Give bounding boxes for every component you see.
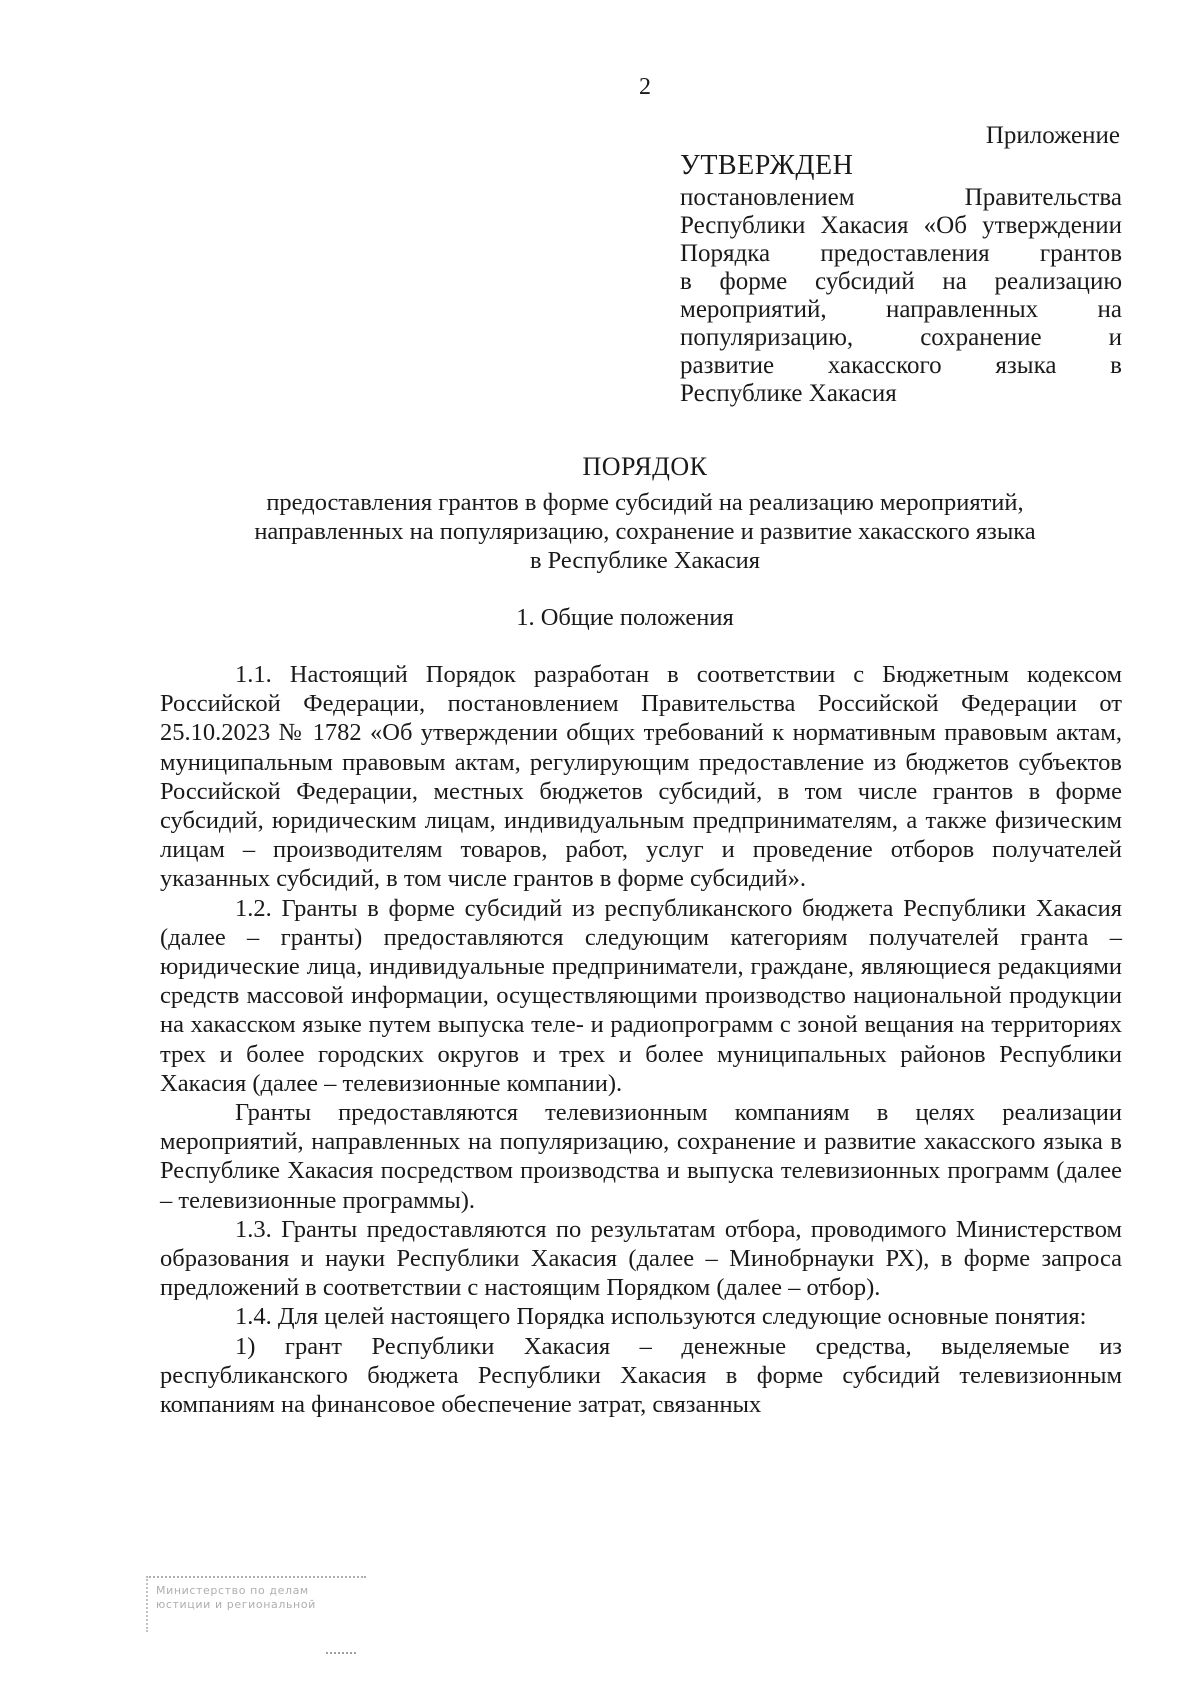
stamp-mark xyxy=(326,1652,356,1656)
approval-heading: УТВЕРЖДЕН xyxy=(680,150,854,181)
appendix-label: Приложение xyxy=(985,122,1120,149)
paragraph-1-1: 1.1. Настоящий Порядок разработан в соответствии с Бюджетным кодексом Российской Федерации, постановлением Правительства Российской Федерации от 25.10.2023 № 1782 «Об утверждении общих требований к нормативным правовым актам, муниципальным правовым актам, регулирующим предоставление из бюджетов субъектов Российской Федерации, местных бюджетов субсидий, в том числе грантов в форме субсидий, юридическим лицам, индивидуальным предпринимателям, а также физическим лицам – производителям товаров, работ, услуг и проведение отборов получателей указанных субсидий, в том числе грантов в форме субсидий». xyxy=(160,661,1122,893)
approval-line: Республики Хакасия «Об утверждении xyxy=(680,212,1122,239)
page-number: 2 xyxy=(639,74,651,100)
approval-line: Порядка предоставления грантов xyxy=(680,240,1122,267)
approval-line: Республике Хакасия xyxy=(680,380,897,407)
registration-stamp xyxy=(146,1576,366,1632)
paragraph-1-4: 1.4. Для целей настоящего Порядка используются следующие основные понятия: xyxy=(235,1303,1087,1331)
paragraph-definition-1: 1) грант Республики Хакасия – денежные средства, выделяемые из республиканского бюджета Республики Хакасия в форме субсидий телевизионным компаниям на финансовое обеспечение затрат, связанных xyxy=(160,1332,1122,1419)
approval-line: мероприятий, направленных на xyxy=(680,296,1122,323)
paragraph-1-3: 1.3. Гранты предоставляются по результатам отбора, проводимого Министерством образования и науки Республики Хакасия (далее – Минобрнауки РХ), в форме запроса предложений в соответствии с настоящим Порядком (далее – отбор). xyxy=(160,1215,1122,1302)
stamp-line: Министерство по делам xyxy=(156,1584,309,1597)
section-heading: 1. Общие положения xyxy=(516,604,734,631)
approval-line: развитие хакасского языка в xyxy=(680,352,1122,379)
approval-line: в форме субсидий на реализацию xyxy=(680,268,1122,295)
approval-block xyxy=(680,148,1122,408)
subtitle-line: в Республике Хакасия xyxy=(529,547,761,574)
approval-line: популяризацию, сохранение и xyxy=(680,324,1122,351)
document-subtitle xyxy=(160,488,1130,575)
document-body xyxy=(160,660,1122,1419)
paragraph-1-2: 1.2. Гранты в форме субсидий из республиканского бюджета Республики Хакасия (далее – гранты) предоставляются следующим категориям получателей гранта – юридические лица, индивидуальные предприниматели, граждане, являющиеся редакциями средств массовой информации, осуществляющими производство национальной продукции на хакасском языке путем выпуска теле- и радиопрограмм с зоной вещания на территориях трех и более городских округов и трех и более муниципальных районов Республики Хакасия (далее – телевизионные компании). xyxy=(160,894,1122,1097)
document-title: ПОРЯДОК xyxy=(582,452,708,481)
stamp-line: юстиции и региональной xyxy=(156,1598,316,1611)
subtitle-line: направленных на популяризацию, сохранение и развитие хакасского языка xyxy=(254,518,1036,545)
paragraph-grants-purpose: Гранты предоставляются телевизионным компаниям в целях реализации мероприятий, направленных на популяризацию, сохранение и развитие хакасского языка в Республике Хакасия посредством производства и выпуска телевизионных программ (далее – телевизионные программы). xyxy=(160,1099,1122,1214)
subtitle-line: предоставления грантов в форме субсидий на реализацию мероприятий, xyxy=(266,489,1024,516)
approval-line: постановлением Правительства xyxy=(680,184,1122,211)
